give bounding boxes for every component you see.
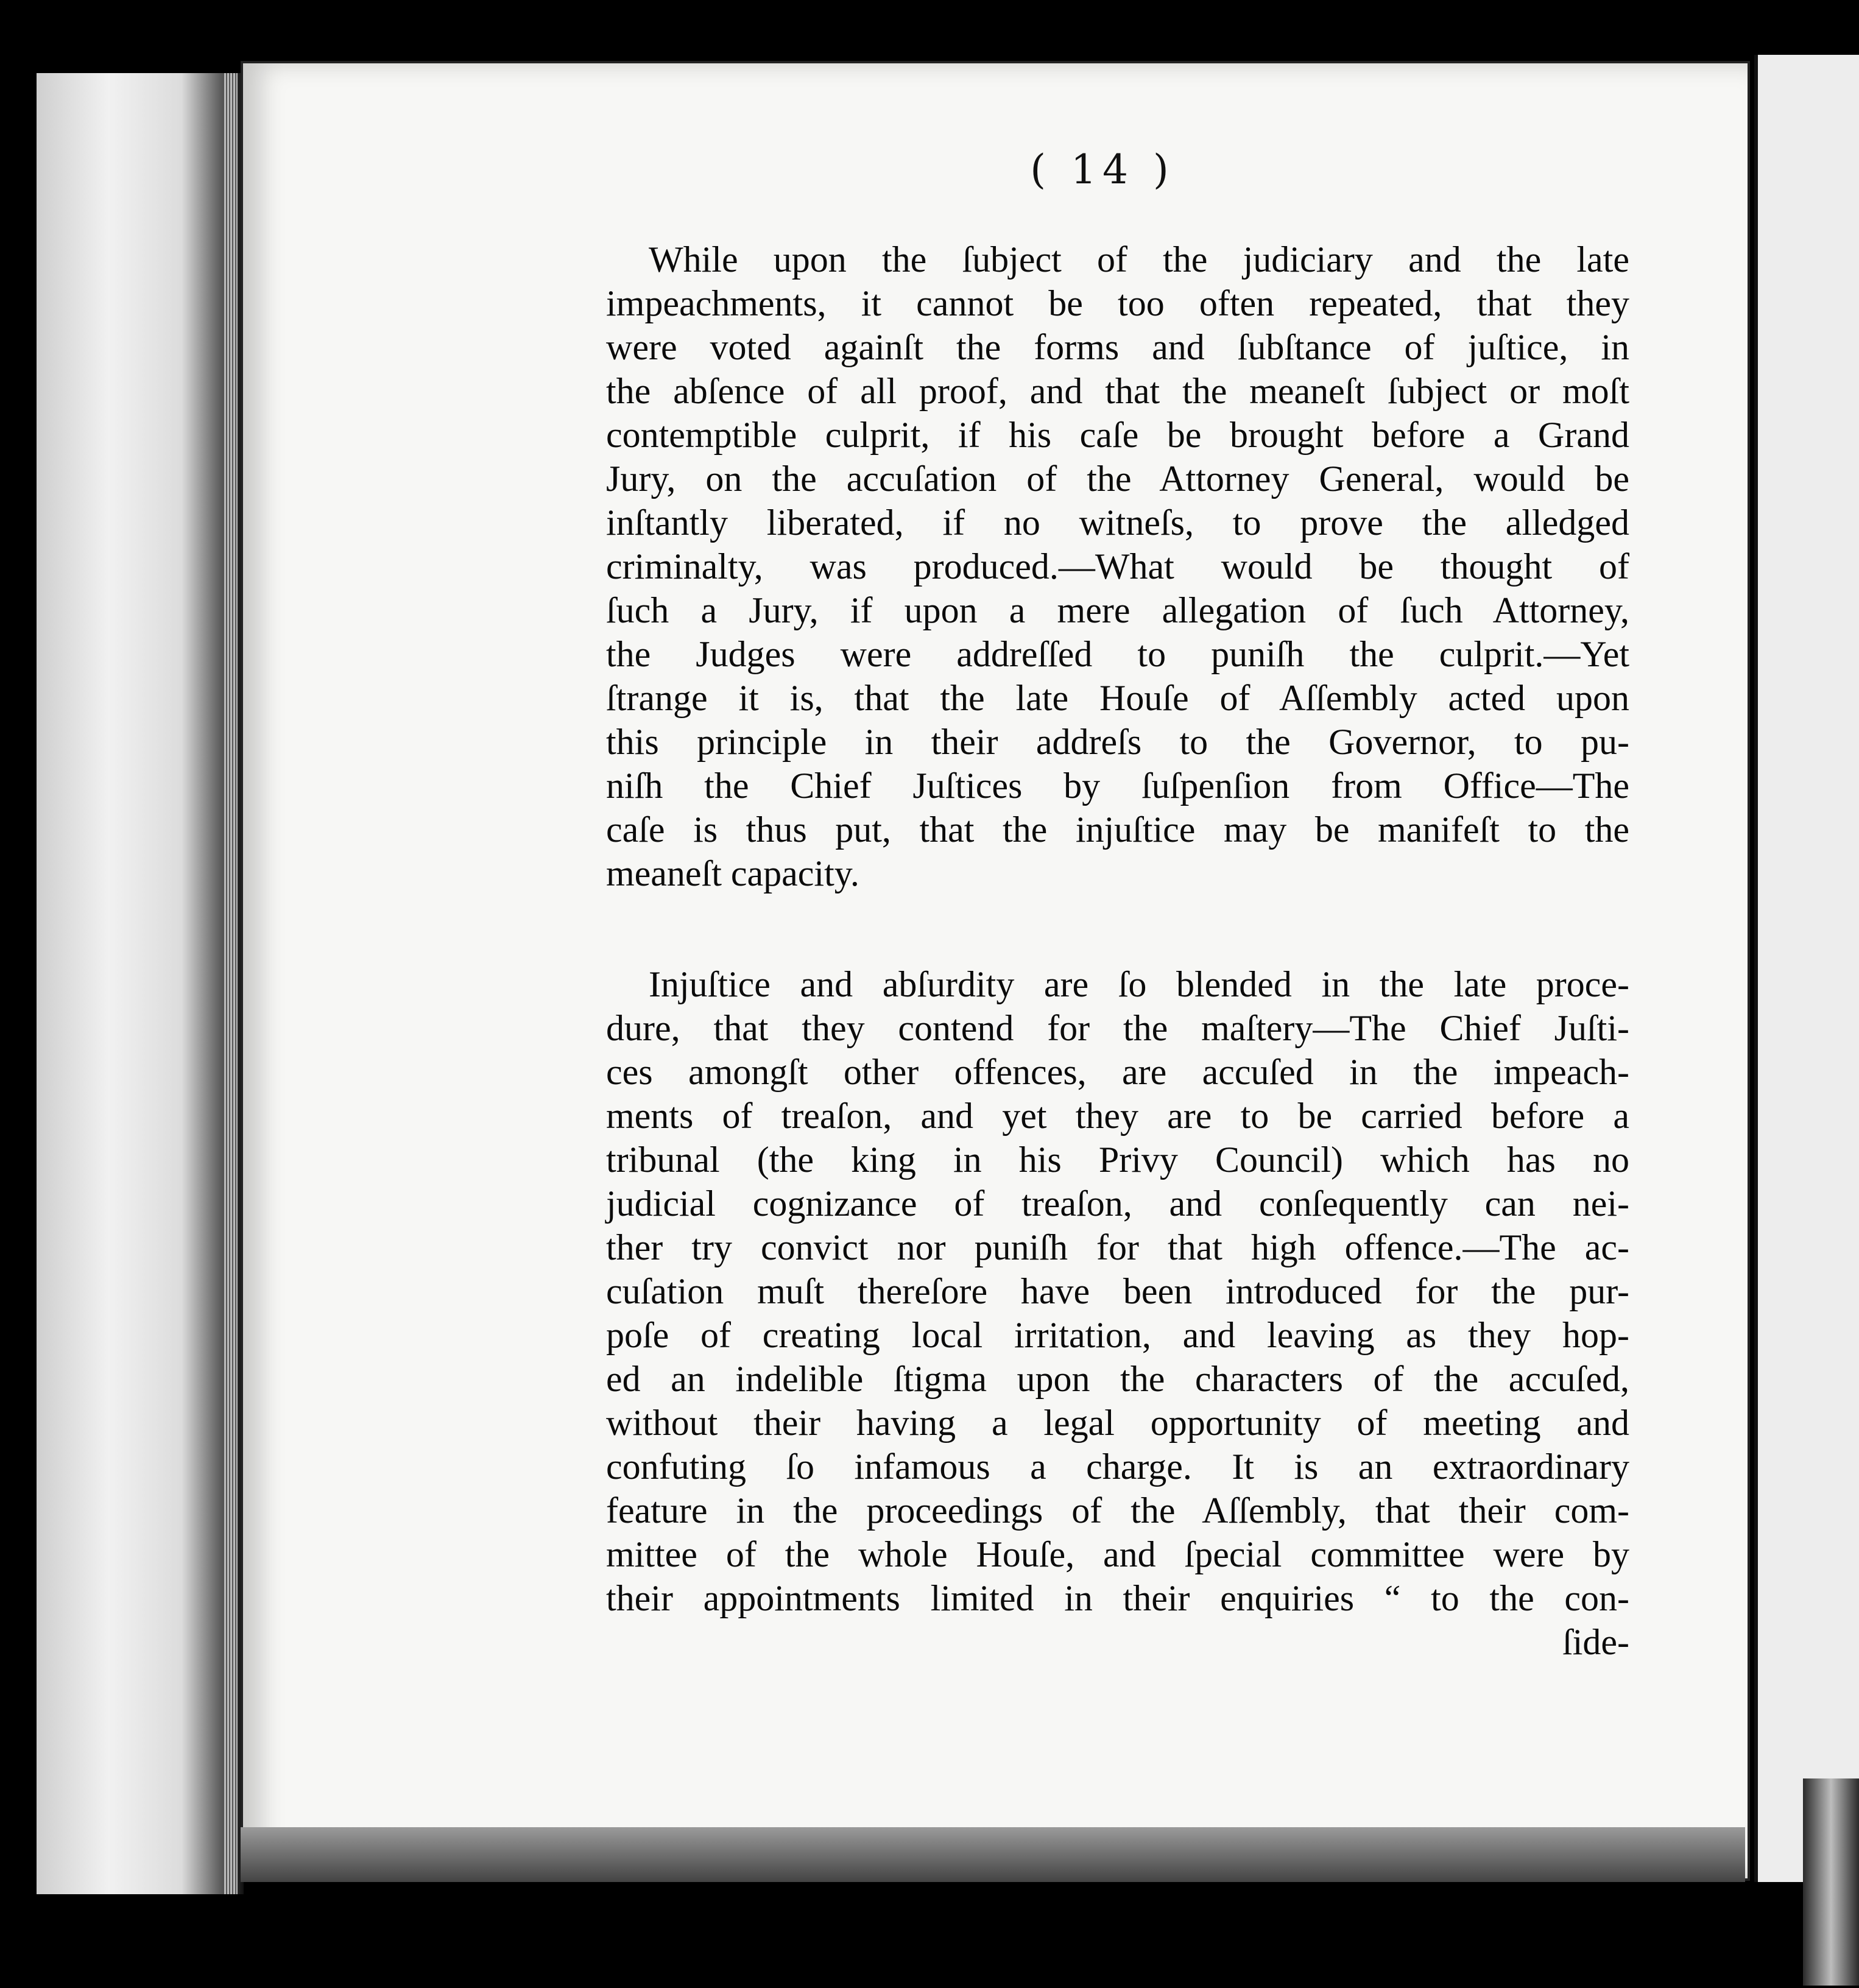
text-line: ed an indelible ſtigma upon the characters of the accuſed, bbox=[606, 1359, 1629, 1399]
text-line: were voted againſt the forms and ſubſtance of juſtice, in bbox=[606, 327, 1629, 367]
text-line: While upon the ſubject of the judiciary and the late bbox=[649, 239, 1629, 280]
paragraph-gap bbox=[606, 895, 1629, 962]
text-line: mittee of the whole Houſe, and ſpecial committee were by bbox=[606, 1534, 1629, 1574]
page-bottom-shadow bbox=[241, 1827, 1745, 1882]
text-line: tribunal (the king in his Privy Council) which has no bbox=[606, 1140, 1629, 1180]
text-line: ſuch a Jury, if upon a mere allegation of ſuch Attorney, bbox=[606, 590, 1629, 630]
text-line: ces amongſt other offences, are accuſed in the impeach- bbox=[606, 1052, 1629, 1092]
body-text bbox=[606, 238, 1629, 1664]
text-line: the Judges were addreſſed to puniſh the culprit.—Yet bbox=[606, 634, 1629, 674]
text-line: niſh the Chief Juſtices by ſuſpenſion from Office—The bbox=[606, 766, 1629, 806]
paragraph-2 bbox=[606, 962, 1629, 1664]
text-line: cuſation muſt thereſore have been introduced for the pur- bbox=[606, 1271, 1629, 1311]
text-line: Injuſtice and abſurdity are ſo blended in the late proce- bbox=[649, 964, 1629, 1004]
catchword: ſide- bbox=[1562, 1622, 1629, 1662]
text-line: impeachments, it cannot be too often repeated, that they bbox=[606, 283, 1629, 323]
text-line: contemptible culprit, if his caſe be brought before a Grand bbox=[606, 415, 1629, 455]
facing-page-edge bbox=[1754, 55, 1859, 1882]
book-edge-left bbox=[37, 73, 244, 1894]
text-line: inſtantly liberated, if no witneſs, to prove the alledged bbox=[606, 502, 1629, 543]
text-line: meaneſt capacity. bbox=[606, 853, 859, 894]
binding-tie bbox=[1803, 1778, 1859, 1986]
page-number: ( 14 ) bbox=[1030, 146, 1175, 193]
text-line: dure, that they contend for the maſtery—The Chief Juſti- bbox=[606, 1008, 1629, 1048]
text-line: feature in the proceedings of the Aſſembly, that their com- bbox=[606, 1490, 1629, 1531]
text-line: Jury, on the accuſation of the Attorney General, would be bbox=[606, 459, 1629, 499]
text-line: ther try convict nor puniſh for that high offence.—The ac- bbox=[606, 1227, 1629, 1267]
text-line: this principle in their addreſs to the Governor, to pu- bbox=[606, 722, 1629, 762]
paragraph-1 bbox=[606, 238, 1629, 895]
text-line: criminalty, was produced.—What would be thought of bbox=[606, 546, 1629, 587]
text-line: the abſence of all proof, and that the meaneſt ſubject or moſt bbox=[606, 371, 1629, 411]
text-line: ſtrange it is, that the late Houſe of Aſſembly acted upon bbox=[606, 678, 1629, 718]
text-line: without their having a legal opportunity of meeting and bbox=[606, 1403, 1629, 1443]
text-line: judicial cognizance of treaſon, and conſequently can nei- bbox=[606, 1183, 1629, 1224]
text-line: ments of treaſon, and yet they are to be carried before a bbox=[606, 1096, 1629, 1136]
text-line: caſe is thus put, that the injuſtice may be manifeſt to the bbox=[606, 809, 1629, 850]
text-line: confuting ſo infamous a charge. It is an extraordinary bbox=[606, 1447, 1629, 1487]
text-line: their appointments limited in their enquiries “ to the con- bbox=[606, 1578, 1629, 1618]
text-line: poſe of creating local irritation, and leaving as they hop- bbox=[606, 1315, 1629, 1355]
